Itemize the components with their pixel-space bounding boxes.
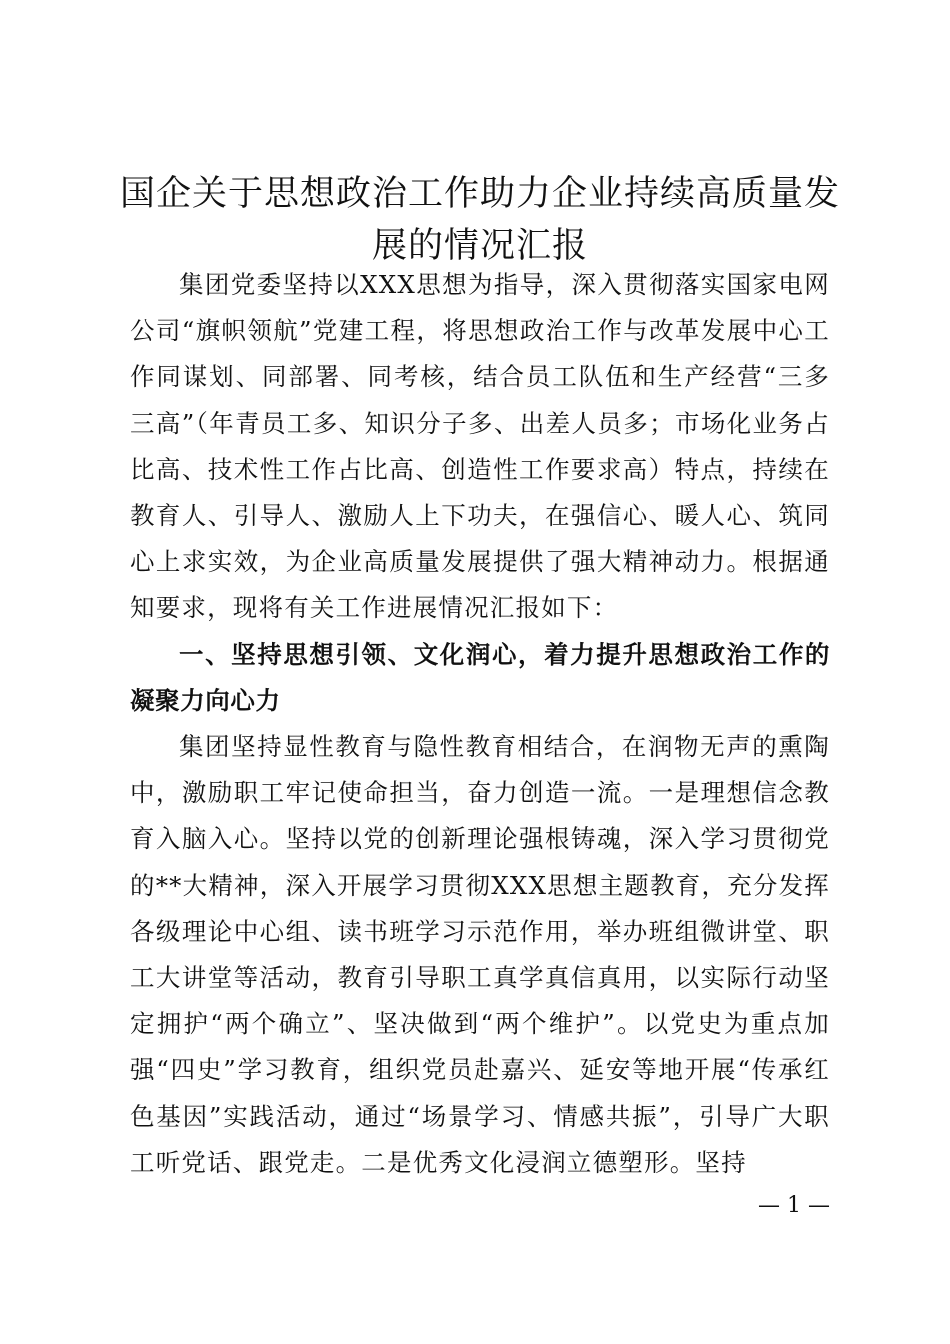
section-paragraph: 集团坚持显性教育与隐性教育相结合，在润物无声的熏陶中，激励职工牢记使命担当，奋力创造一流。一是理想信念教育入脑入心。坚持以党的创新理论强根铸魂，深入学习贯彻党的**大精神，深入开展学习贯彻XXX思想主题教育，充分发挥各级理论中心组、读书班学习示范作用，举办班组微讲堂、职工大讲堂等活动，教育引导职工真学真信真用，以实际行动坚定拥护“两个确立”、坚决做到“两个维护”。以党史为重点加强“四史”学习教育，组织党员赴嘉兴、延安等地开展“传承红色基因”实践活动，通过“场景学习、情感共振”，引导广大职工听党话、跟党走。二是优秀文化浸润立德塑形。坚持 [130, 732, 830, 1177]
document-body [130, 262, 830, 1186]
document-title: 国企关于思想政治工作助力企业持续高质量发展的情况汇报 [120, 174, 841, 266]
intro-paragraph: 集团党委坚持以XXX思想为指导，深入贯彻落实国家电网公司“旗帜领航”党建工程，将思想政治工作与改革发展中心工作同谋划、同部署、同考核，结合员工队伍和生产经营“三多三高”（年青员工多、知识分子多、出差人员多；市场化业务占比高、技术性工作占比高、创造性工作要求高）特点，持续在教育人、引导人、激励人上下功夫，在强信心、暖人心、筑同心上求实效，为企业高质量发展提供了强大精神动力。根据通知要求，现将有关工作进展情况汇报如下： [130, 270, 830, 623]
page-number: — 1 — [758, 1193, 830, 1218]
section-heading: 一、坚持思想引领、文化润心，着力提升思想政治工作的凝聚力向心力 [130, 639, 830, 715]
